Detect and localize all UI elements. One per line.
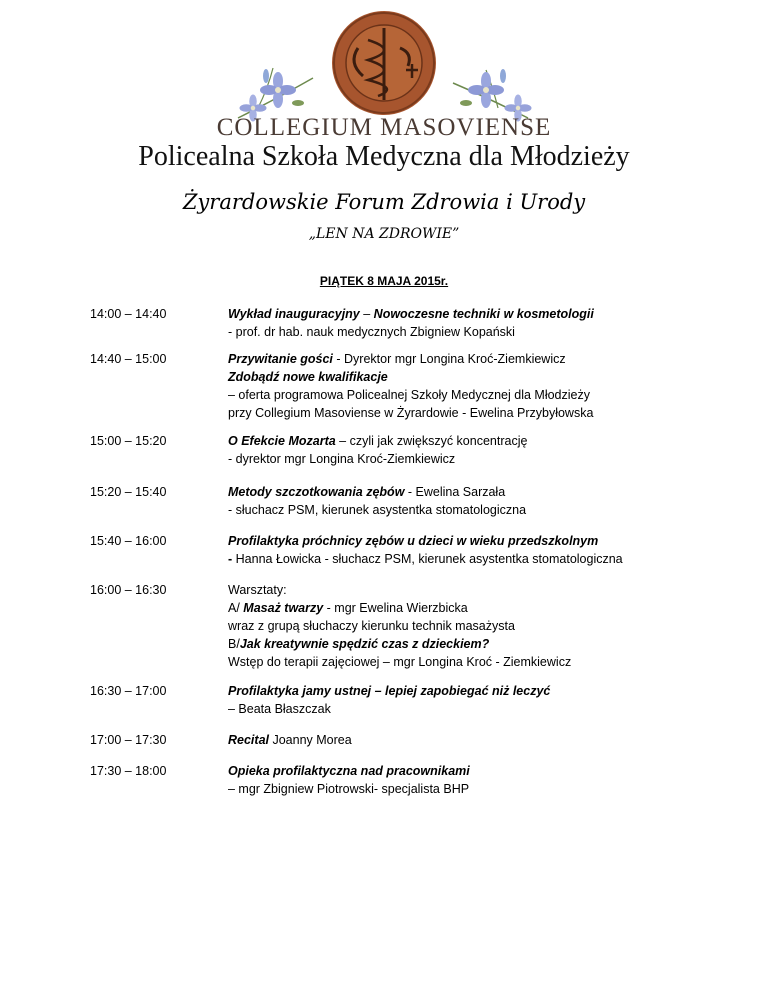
schedule-time: 16:30 – 17:00 <box>90 684 167 698</box>
event-day: PIĄTEK 8 MAJA 2015r. <box>319 274 449 288</box>
description-line: wraz z grupą słuchaczy kierunku technik masażysta <box>228 619 515 633</box>
speaker: - dyrektor mgr Longina Kroć-Ziemkiewicz <box>228 452 456 466</box>
schedule-time: 16:00 – 16:30 <box>90 583 167 597</box>
schedule-description <box>228 305 748 341</box>
speaker: Hanna Łowicka - słuchacz PSM, kierunek asystentka stomatologiczna <box>232 552 623 566</box>
schedule-description <box>228 762 748 798</box>
event-subtitle: „LEN NA ZDROWIE” <box>308 226 460 242</box>
school-name: Policealna Szkoła Medyczna dla Młodzieży <box>138 141 630 172</box>
workshops-label: Warsztaty: <box>228 583 287 597</box>
schedule-time: 17:00 – 17:30 <box>90 733 167 747</box>
speaker: - mgr Ewelina Wierzbicka <box>323 601 468 615</box>
topic-title: Przywitanie gości <box>228 352 333 366</box>
topic-subtitle: – czyli jak zwiększyć koncentrację <box>335 434 528 448</box>
topic-title: Recital <box>228 733 269 747</box>
schedule-description <box>228 581 748 671</box>
topic-subtitle: Nowoczesne techniki w kosmetologii <box>373 307 594 321</box>
item-prefix: A/ <box>228 601 244 615</box>
schedule-time: 17:30 – 18:00 <box>90 764 167 778</box>
topic-title: Metody szczotkowania zębów <box>228 485 405 499</box>
schedule-description <box>228 682 748 718</box>
topic-title: Opieka profilaktyczna nad pracownikami <box>228 764 470 778</box>
topic-title: Zdobądź nowe kwalifikacje <box>228 370 388 384</box>
college-name: COLLEGIUM MASOVIENSE <box>216 114 552 141</box>
schedule-time: 14:00 – 14:40 <box>90 307 167 321</box>
topic-title: Profilaktyka próchnicy zębów u dzieci w wieku przedszkolnym <box>228 534 599 548</box>
topic-title: Masaż twarzy <box>243 601 324 615</box>
separator: – <box>359 307 374 321</box>
schedule-time: 15:20 – 15:40 <box>90 485 167 499</box>
description-line: – oferta programowa Policealnej Szkoły Medycznej dla Młodzieży <box>228 388 590 402</box>
schedule-description <box>228 532 748 568</box>
schedule-time: 14:40 – 15:00 <box>90 352 167 366</box>
speaker: Joanny Morea <box>269 733 352 747</box>
speaker: - Dyrektor mgr Longina Kroć-Ziemkiewicz <box>332 352 566 366</box>
speaker: – Beata Błaszczak <box>228 702 331 716</box>
speaker: - prof. dr hab. nauk medycznych Zbigniew Kopański <box>228 325 515 339</box>
schedule-description <box>228 483 748 519</box>
topic-title: Wykład inauguracyjny <box>228 307 360 321</box>
speaker: - Ewelina Sarzała <box>404 485 506 499</box>
schedule-time: 15:40 – 16:00 <box>90 534 167 548</box>
schedule-time: 15:00 – 15:20 <box>90 434 167 448</box>
topic-title: Profilaktyka jamy ustnej – lepiej zapobiegać niż leczyć <box>228 684 551 698</box>
topic-title: Jak kreatywnie spędzić czas z dzieckiem? <box>239 637 490 651</box>
speaker: przy Collegium Masoviense w Żyrardowie - Ewelina Przybyłowska <box>228 406 594 420</box>
topic-title: O Efekcie Mozarta <box>228 434 336 448</box>
speaker: Wstęp do terapii zajęciowej – mgr Longina Kroć - Ziemkiewicz <box>228 655 572 669</box>
dash: - <box>228 552 233 566</box>
schedule-description <box>228 731 748 749</box>
speaker: – mgr Zbigniew Piotrowski- specjalista BHP <box>228 782 470 796</box>
event-title: Żyrardowskie Forum Zdrowia i Urody <box>182 190 586 214</box>
item-prefix: B/ <box>228 637 240 651</box>
seal-icon <box>332 11 436 115</box>
speaker-role: - słuchacz PSM, kierunek asystentka stomatologiczna <box>228 503 527 517</box>
schedule-description <box>228 350 748 422</box>
schedule-description <box>228 432 748 468</box>
